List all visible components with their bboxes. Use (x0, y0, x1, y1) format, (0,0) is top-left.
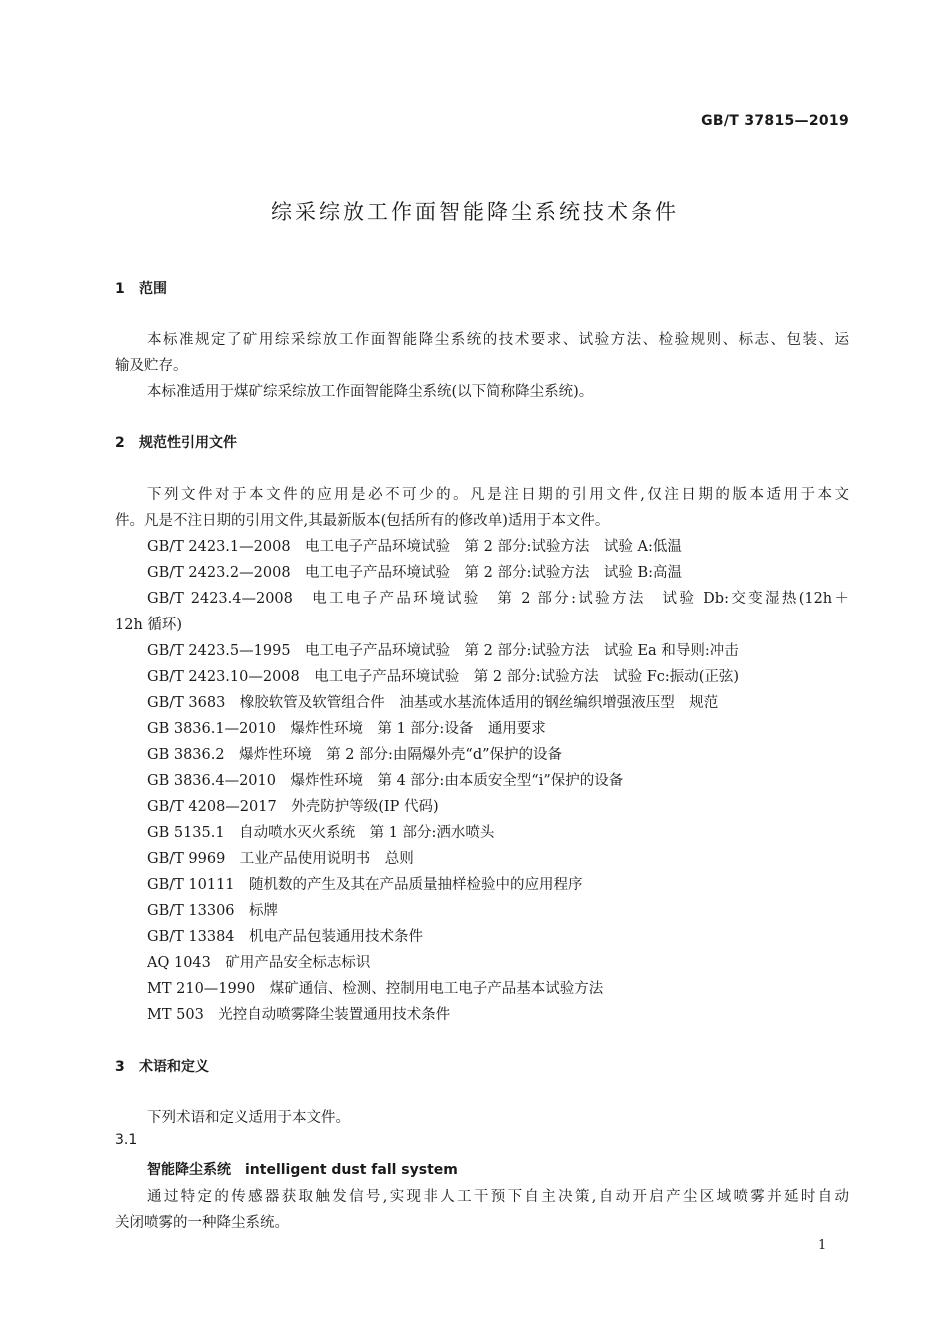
section-1-heading (115, 278, 167, 298)
clause-number: 3.1 (115, 1132, 138, 1148)
section-1-para2: 本标准适用于煤矿综采综放工作面智能降尘系统(以下简称降尘系统)。 (147, 384, 594, 400)
section-title: 规范性引用文件 (139, 435, 237, 451)
reference-item: GB 3836.2 爆炸性环境 第 2 部分:由隔爆外壳“d”保护的设备 (147, 747, 563, 763)
reference-item: GB/T 3683 橡胶软管及软管组合件 油基或水基流体适用的钢丝编织增强液压型 规范 (147, 695, 719, 711)
term-definition-line2: 关闭喷雾的一种降尘系统。 (115, 1215, 289, 1231)
section-number: 3 (115, 1059, 125, 1075)
section-3-intro: 下列术语和定义适用于本文件。 (147, 1110, 350, 1126)
section-1-para1-line1: 本标准规定了矿用综采综放工作面智能降尘系统的技术要求、试验方法、检验规则、标志、包装、运 (147, 332, 849, 348)
reference-item: GB/T 2423.10—2008 电工电子产品环境试验 第 2 部分:试验方法 试验 Fc:振动(正弦) (147, 669, 740, 685)
section-2-intro-line2: 件。凡是不注日期的引用文件,其最新版本(包括所有的修改单)适用于本文件。 (115, 513, 610, 529)
reference-item-continuation: 12h 循环) (115, 617, 183, 633)
reference-item: GB 3836.4—2010 爆炸性环境 第 4 部分:由本质安全型“i”保护的设备 (147, 773, 624, 789)
term-definition-line1: 通过特定的传感器获取触发信号,实现非人工干预下自主决策,自动开启产尘区域喷雾并延时自动 (147, 1189, 849, 1205)
reference-item: GB/T 2423.4—2008 电工电子产品环境试验 第 2 部分:试验方法 试验 Db:交变湿热(12h＋ (147, 591, 849, 607)
standard-code: GB/T 37815—2019 (701, 113, 849, 129)
page-number: 1 (818, 1238, 827, 1253)
reference-item: GB/T 4208—2017 外壳防护等级(IP 代码) (147, 799, 439, 815)
section-title: 范围 (139, 281, 167, 297)
reference-item: GB/T 9969 工业产品使用说明书 总则 (147, 851, 414, 867)
section-2-intro-line1: 下列文件对于本文件的应用是必不可少的。凡是注日期的引用文件,仅注日期的版本适用于本文 (147, 487, 849, 503)
reference-item: GB 5135.1 自动喷水灭火系统 第 1 部分:洒水喷头 (147, 825, 495, 841)
reference-item: GB/T 13384 机电产品包装通用技术条件 (147, 929, 424, 945)
reference-item: GB 3836.1—2010 爆炸性环境 第 1 部分:设备 通用要求 (147, 721, 546, 737)
document-title: 综采综放工作面智能降尘系统技术条件 (271, 200, 679, 224)
reference-item: MT 503 光控自动喷雾降尘装置通用技术条件 (147, 1007, 451, 1023)
reference-item: GB/T 10111 随机数的产生及其在产品质量抽样检验中的应用程序 (147, 877, 583, 893)
reference-item: MT 210—1990 煤矿通信、检测、控制用电工电子产品基本试验方法 (147, 981, 604, 997)
reference-item: GB/T 2423.1—2008 电工电子产品环境试验 第 2 部分:试验方法 试验 A:低温 (147, 539, 682, 555)
term-name: 智能降尘系统 intelligent dust fall system (147, 1162, 458, 1178)
reference-item: AQ 1043 矿用产品安全标志标识 (147, 955, 371, 971)
section-1-para1-line2: 输及贮存。 (115, 358, 188, 374)
reference-item: GB/T 2423.5—1995 电工电子产品环境试验 第 2 部分:试验方法 试验 Ea 和导则:冲击 (147, 643, 739, 659)
section-3-heading (115, 1056, 209, 1076)
section-title: 术语和定义 (139, 1059, 209, 1075)
reference-item: GB/T 2423.2—2008 电工电子产品环境试验 第 2 部分:试验方法 试验 B:高温 (147, 565, 683, 581)
section-2-heading (115, 432, 237, 452)
section-number: 1 (115, 281, 125, 297)
reference-item: GB/T 13306 标牌 (147, 903, 279, 919)
section-number: 2 (115, 435, 125, 451)
